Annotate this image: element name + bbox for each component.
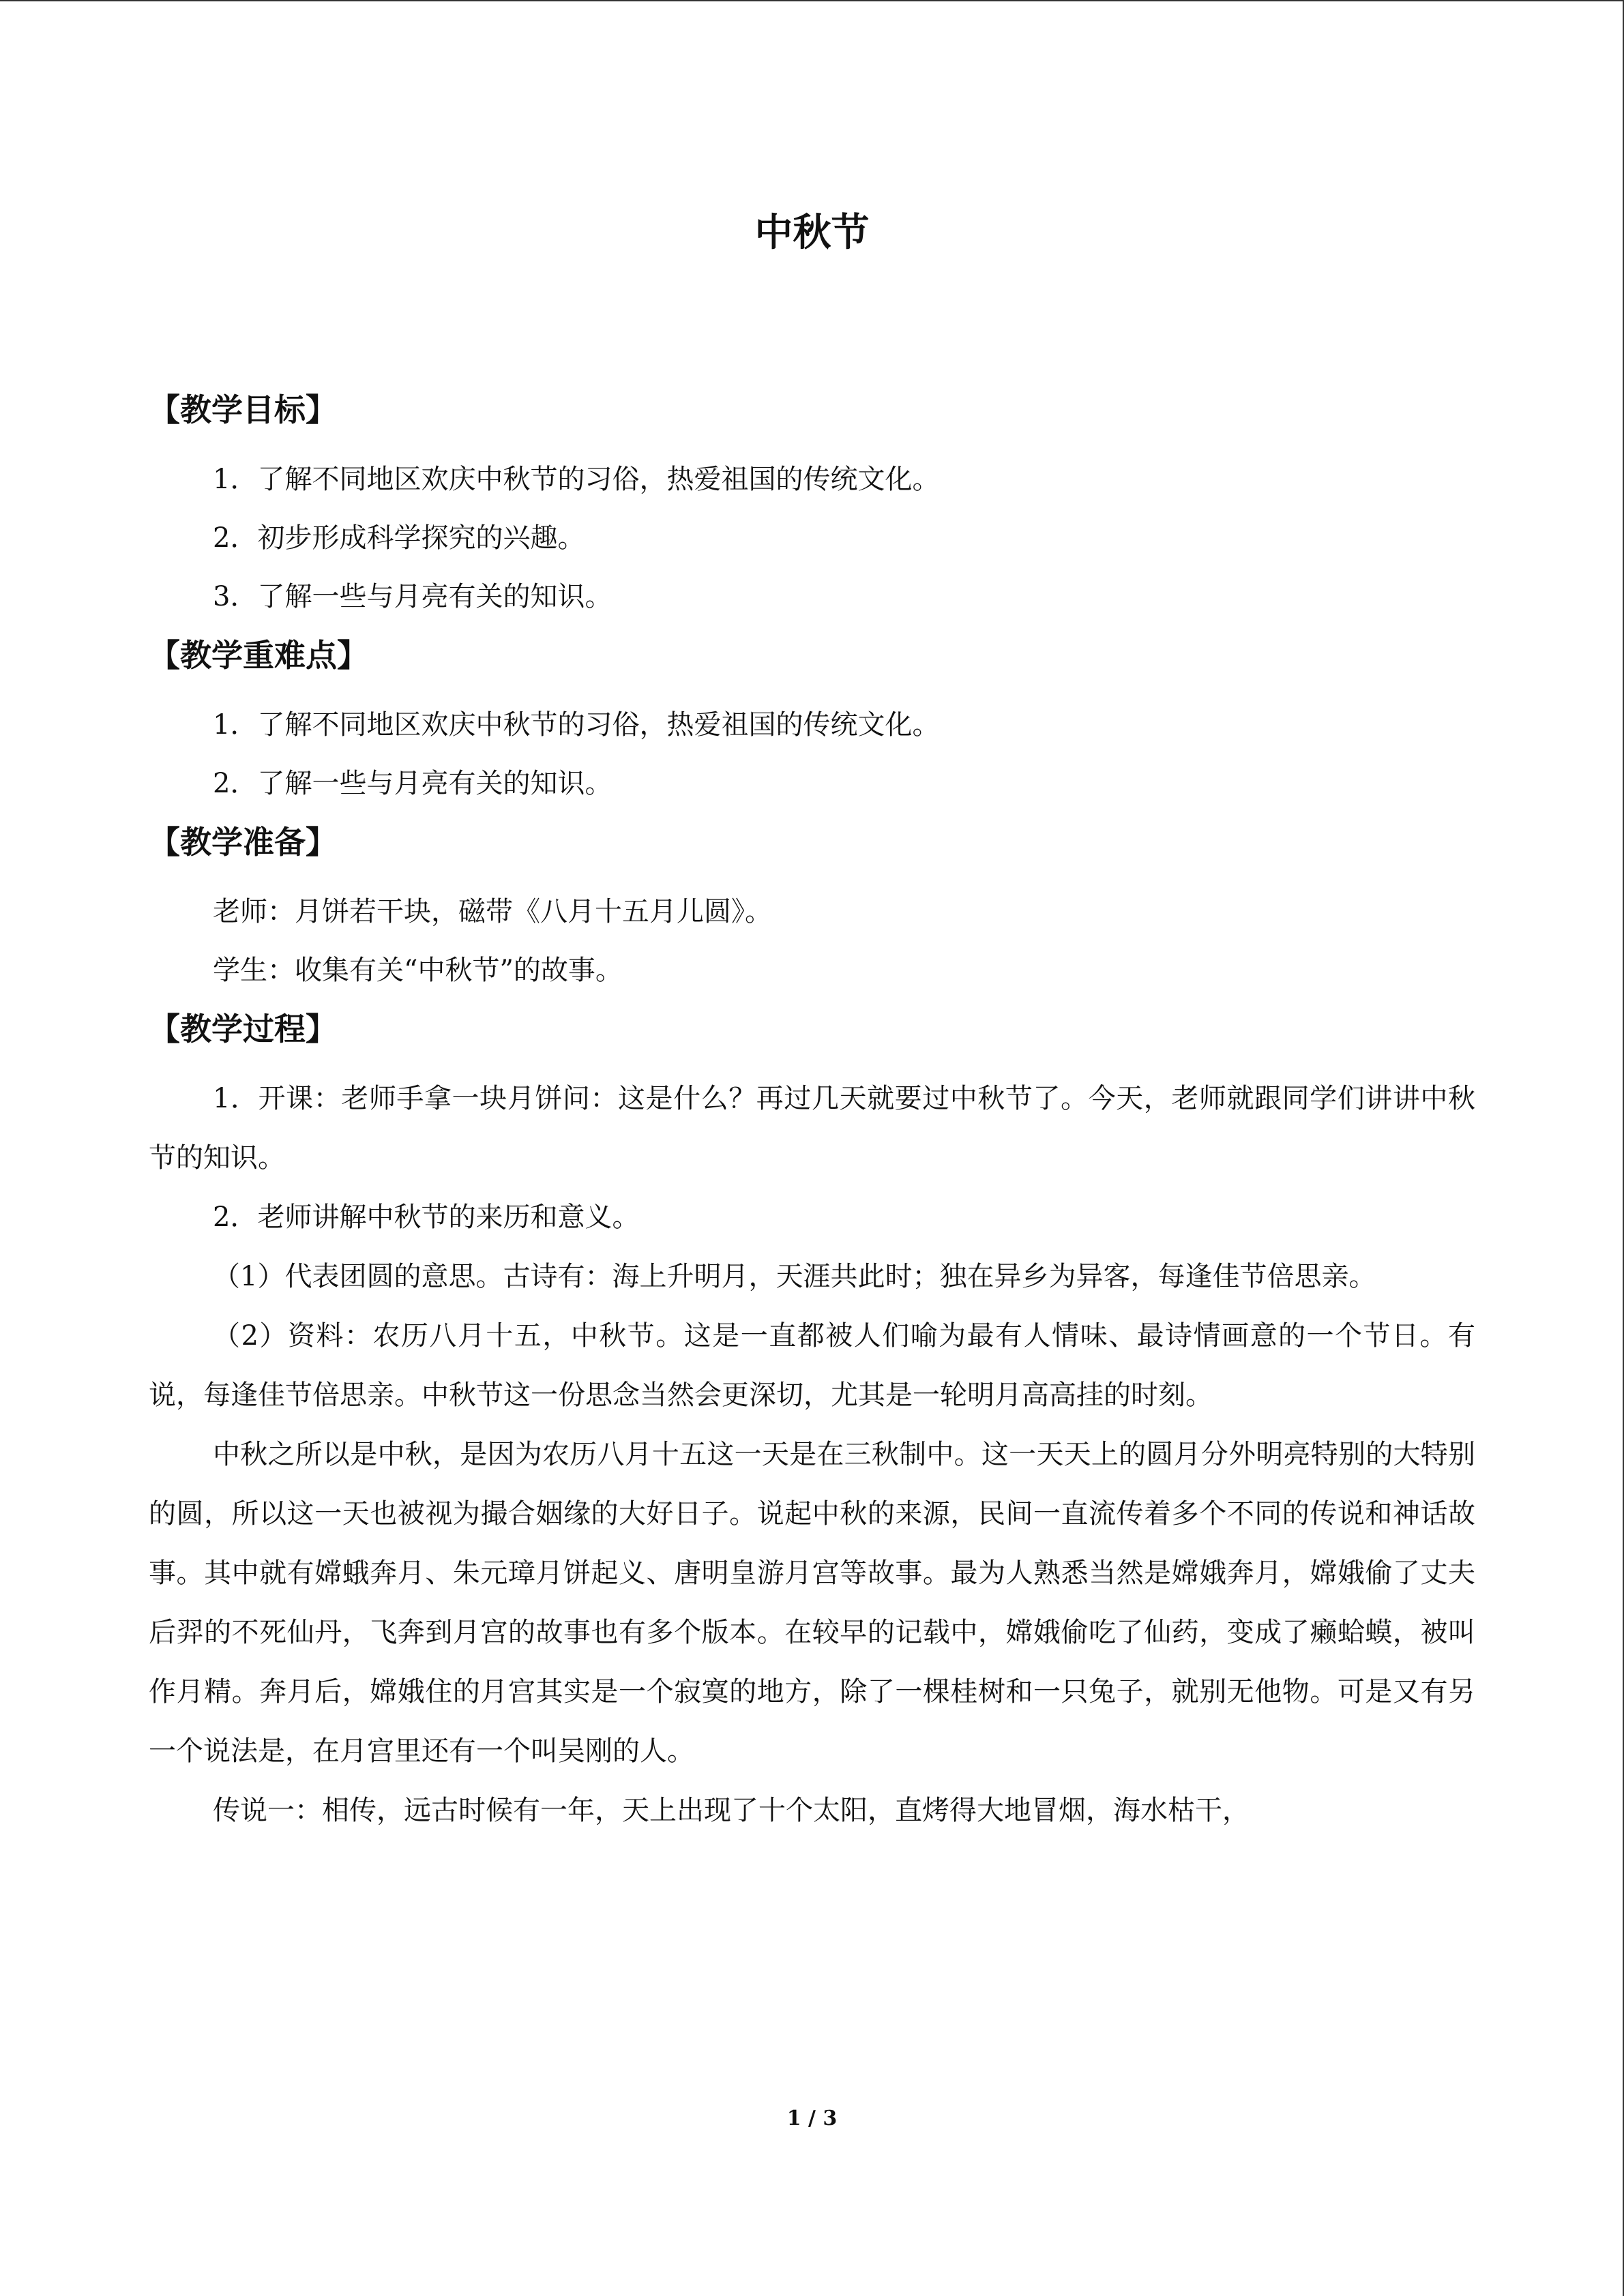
preparation-item: 学生：收集有关“中秋节”的故事。 — [213, 955, 623, 986]
document-title: 中秋节 — [754, 211, 870, 255]
process-paragraph: （1）代表团圆的意思。古诗有：海上升明月，天涯共此时；独在异乡为异客，每逢佳节倍思亲。 — [213, 1261, 1376, 1292]
process-paragraph: 中秋之所以是中秋，是因为农历八月十五这一天是在三秋制中。这一天天上的圆月分外明亮特别的大特别的圆，所以这一天也被视为撮合姻缘的大好日子。说起中秋的来源，民间一直流传着多个不同的传说和神话故事。其中就有嫦蛾奔月、朱元璋月饼起义、唐明皇游月宫等故事。最为人熟悉当然是嫦娥奔月，嫦娥偷了丈夫后羿的不死仙丹，飞奔到月宫的故事也有多个版本。在较早的记载中，嫦娥偷吃了仙药，变成了癞蛤蟆，被叫作月精。奔月后，嫦娥住的月宫其实是一个寂寞的地方，除了一棵桂树和一只兔子，就别无他物。可是又有另一个说法是，在月宫里还有一个叫吴刚的人。 — [149, 1439, 1475, 1767]
section-goals — [149, 381, 1475, 626]
goal-item: 1．了解不同地区欢庆中秋节的习俗，热爱祖国的传统文化。 — [213, 464, 940, 495]
section-process — [149, 1000, 1475, 1840]
document-body — [149, 381, 1475, 1840]
section-heading-goals: 【教学目标】 — [149, 391, 337, 428]
key-point-item: 1．了解不同地区欢庆中秋节的习俗，热爱祖国的传统文化。 — [213, 709, 940, 741]
section-heading-key-points: 【教学重难点】 — [149, 637, 368, 674]
process-paragraph: 传说一：相传，远古时候有一年，天上出现了十个太阳，直烤得大地冒烟，海水枯干， — [213, 1795, 1250, 1826]
process-paragraph: 1．开课：老师手拿一块月饼问：这是什么？再过几天就要过中秋节了。今天，老师就跟同学们讲讲中秋节的知识。 — [149, 1083, 1475, 1174]
preparation-item: 老师：月饼若干块，磁带《八月十五月儿圆》。 — [213, 896, 772, 927]
process-paragraph: 2．老师讲解中秋节的来历和意义。 — [213, 1202, 640, 1233]
key-point-item: 2．了解一些与月亮有关的知识。 — [213, 768, 612, 799]
goal-item: 2．初步形成科学探究的兴趣。 — [213, 522, 585, 554]
section-key-points — [149, 626, 1475, 813]
section-heading-process: 【教学过程】 — [149, 1011, 337, 1047]
section-heading-preparation: 【教学准备】 — [149, 824, 337, 861]
page-number: 1 / 3 — [786, 2106, 838, 2130]
section-preparation — [149, 813, 1475, 1000]
goal-item: 3．了解一些与月亮有关的知识。 — [213, 581, 612, 612]
process-paragraph: （2）资料：农历八月十五，中秋节。这是一直都被人们喻为最有人情味、最诗情画意的一个节日。有说，每逢佳节倍思亲。中秋节这一份思念当然会更深切，尤其是一轮明月高高挂的时刻。 — [149, 1320, 1475, 1411]
